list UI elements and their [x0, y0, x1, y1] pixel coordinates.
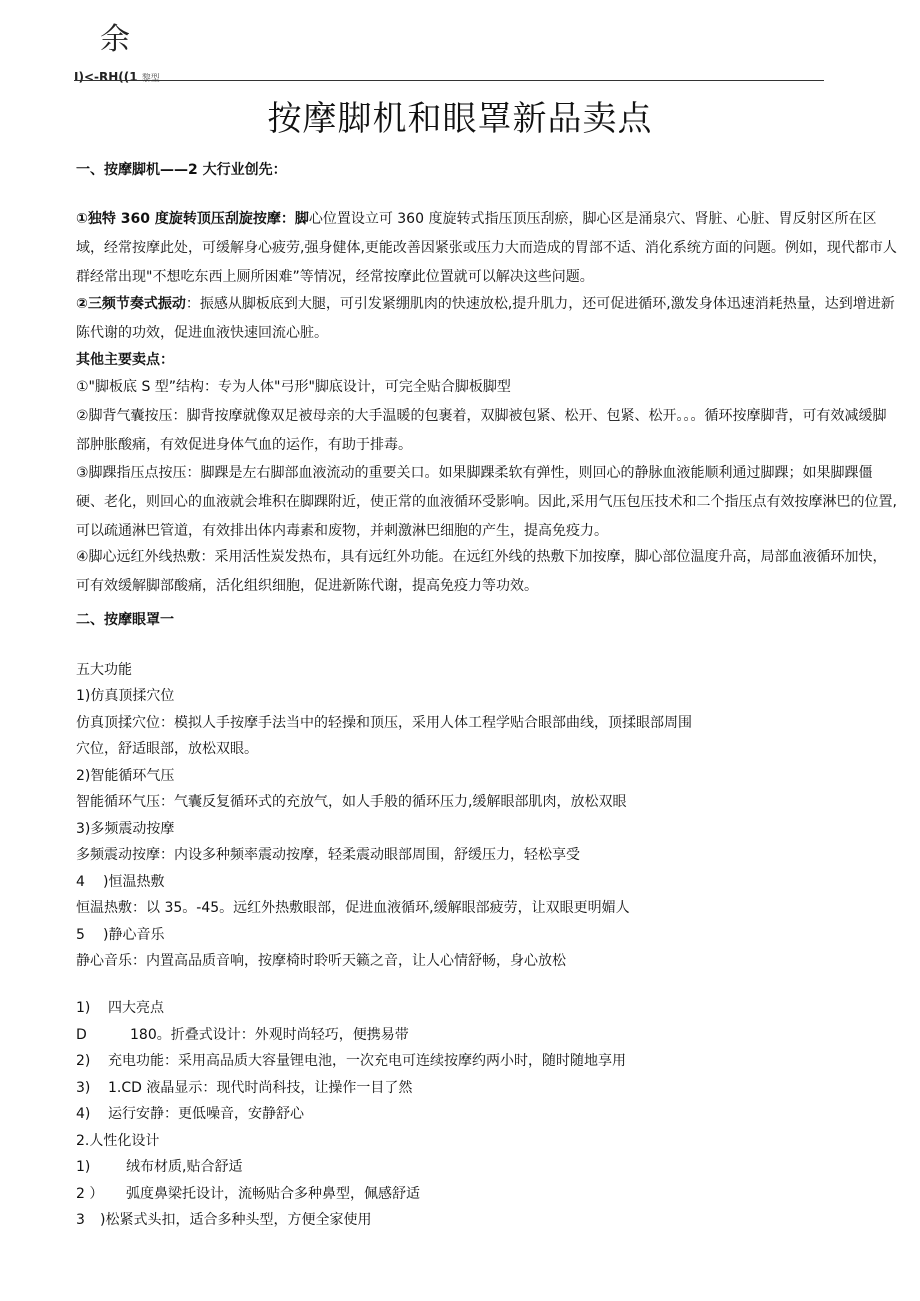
function-1-title: 1)仿真顶揉穴位 — [76, 688, 175, 704]
function-5-title — [76, 925, 898, 945]
highlight-2-text: 充电功能：采用高品质大容量锂电池，一次充电可连续按摩约两小时，随时随地享用 — [108, 1053, 626, 1069]
section1-heading: 一、按摩脚机——2 大行业创先： — [76, 162, 287, 178]
header-code-text: I)<-RH((1 — [74, 70, 138, 84]
function-4-text: 恒温热敷：以 35。-45。远红外热敷眼部，促进血液循环,缓解眼部疲劳，让双眼更明媚人 — [76, 900, 630, 916]
humanized-design-title: 2.人性化设计 — [76, 1133, 160, 1149]
highlight-4-number: 4) — [76, 1106, 91, 1122]
design-3-text: )松紧式头扣，适合多种头型，方便全家使用 — [100, 1212, 372, 1228]
point1-title: ①独特 360 度旋转顶压刮旋按摩：脚 — [76, 211, 309, 227]
header-divider — [74, 80, 824, 81]
others-heading: 其他主要卖点： — [76, 352, 174, 368]
function-3-title: 3)多频震动按摩 — [76, 821, 175, 837]
four-highlights-number: 1) — [76, 1000, 91, 1016]
design-2-number: 2 ） — [76, 1186, 104, 1202]
design-2-text: 弧度鼻梁托设计，流畅贴合多种鼻型，佩感舒适 — [126, 1186, 420, 1202]
function-1-text-a: 仿真顶揉穴位：模拟人手按摩手法当中的轻操和顶压，采用人体工程学贴合眼部曲线，顶揉眼部周围 — [76, 715, 692, 731]
highlight-3-text: 1.CD 液晶显示：现代时尚科技，让操作一目了然 — [108, 1080, 413, 1096]
design-2 — [76, 1184, 898, 1204]
function-5-title-text: )静心音乐 — [103, 927, 165, 943]
function-4-number: 4 — [76, 874, 85, 890]
logo-glyph: 余 — [100, 22, 130, 57]
header-code — [74, 70, 160, 86]
highlight-1-number: D — [76, 1027, 87, 1043]
function-1-text-b: 穴位，舒适眼部，放松双眼。 — [76, 741, 258, 757]
design-3 — [76, 1210, 898, 1230]
four-highlights-title — [76, 998, 898, 1018]
highlight-1 — [76, 1025, 898, 1045]
highlight-4 — [76, 1104, 898, 1124]
design-3-number: 3 — [76, 1212, 85, 1228]
design-1-number: 1) — [76, 1159, 91, 1175]
function-2-text: 智能循环气压：气囊反复循环式的充放气，如人手般的循环压力,缓解眼部肌肉，放松双眼 — [76, 794, 627, 810]
point1-text: 心位置设立可 360 度旋转式指压顶压刮瘀，脚心区是涌泉穴、肾脏、心脏、胃反射区所在区域，经常按摩此处，可缓解身心疲劳,强身健体,更能改善因紧张或压力大而造成的胃部不适、消化系统方面的问题。例如，现代都市人群经常出现"不想吃东西上厕所困难”等情况，经常按摩此位置就可以解决这些问题。 — [76, 211, 897, 285]
four-highlights-text: 四大亮点 — [108, 1000, 164, 1016]
function-4-title — [76, 872, 898, 892]
others-item-3: ③脚踝指压点按压：脚踝是左右脚部血液流动的重要关口。如果脚踝柔软有弹性，则回心的静脉血液能顺利通过脚踝；如果脚踝僵硬、老化，则回心的血液就会堆积在脚踝附近，使正常的血液循环受影响。因此,采用气压包压技术和二个指压点有效按摩淋巴的位置,可以疏通淋巴管道，有效排出体内毒素和废物，并刺激淋巴细胞的产生，提高免疫力。 — [76, 465, 897, 539]
design-1 — [76, 1157, 898, 1177]
section2-heading: 二、按摩眼罩一 — [76, 612, 174, 628]
highlight-1-text: 180。折叠式设计：外观时尚轻巧，便携易带 — [130, 1027, 409, 1043]
others-item-2: ②脚背气囊按压：脚背按摩就像双足被母亲的大手温暖的包裹着，双脚被包紧、松开、包紧、松开。。。循环按摩脚背，可有效减缓脚部肿胀酸痛，有效促进身体气血的运作，有助于排毒。 — [76, 408, 887, 453]
highlight-2 — [76, 1051, 898, 1071]
section1-point1 — [76, 205, 898, 291]
function-5-text: 静心音乐：内置高品质音响，按摩椅时聆听天籁之音，让人心情舒畅，身心放松 — [76, 953, 566, 969]
function-4-title-text: )恒温热敷 — [103, 874, 165, 890]
five-functions-title: 五大功能 — [76, 662, 132, 678]
highlight-3 — [76, 1078, 898, 1098]
point2-text: ：振感从脚板底到大腿，可引发紧绷肌肉的快速放松,提升肌力，还可促进循环,激发身体迅速消耗热量，达到增进新陈代谢的功效，促进血液快速回流心脏。 — [76, 296, 895, 341]
others-item-4: ④脚心远红外线热敷：采用活性炭发热布，具有远红外功能。在远红外线的热敷下加按摩，脚心部位温度升高，局部血液循环加快，可有效缓解脚部酸痛，活化组织细胞，促进新陈代谢，提高免疫力等功效。 — [76, 549, 887, 594]
others-item-1: ①"脚板底 S 型”结构：专为人体"弓形"脚底设计，可完全贴合脚板脚型 — [76, 379, 511, 395]
design-1-text: 绒布材质,贴合舒适 — [126, 1159, 243, 1175]
point2-title: ②三频节奏式振动 — [76, 296, 186, 312]
function-5-number: 5 — [76, 927, 85, 943]
header-code-suffix: 黎型 — [141, 74, 160, 84]
function-3-text: 多频震动按摩：内设多种频率震动按摩，轻柔震动眼部周围，舒缓压力，轻松享受 — [76, 847, 580, 863]
highlight-3-number: 3) — [76, 1080, 91, 1096]
highlight-2-number: 2) — [76, 1053, 91, 1069]
function-2-title: 2)智能循环气压 — [76, 768, 175, 784]
section1-point2 — [76, 290, 898, 348]
highlight-4-text: 运行安静：更低噪音，安静舒心 — [108, 1106, 304, 1122]
page-title: 按摩脚机和眼罩新品卖点 — [267, 99, 653, 139]
